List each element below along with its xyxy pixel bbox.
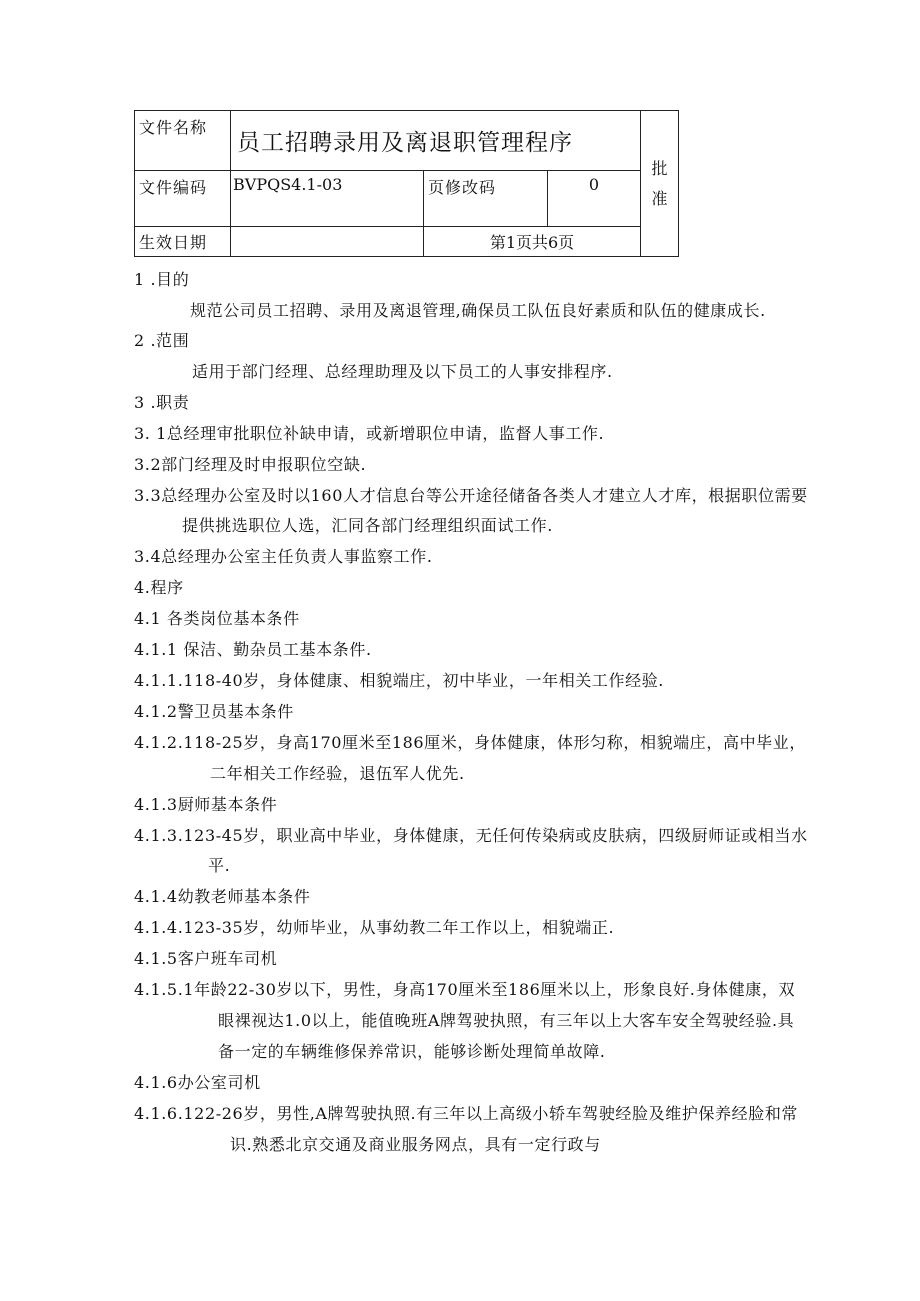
paragraph-line: 二年相关工作经验，退伍军人优先. bbox=[210, 764, 465, 783]
document-header-table bbox=[134, 110, 679, 257]
paragraph-line: 4.1.6.122-26岁，男性,A牌驾驶执照.有三年以上高级小轿车驾驶经脸及维护保养经脸和常 bbox=[134, 1104, 799, 1123]
subsection-heading: 4.1.4幼教老师基本条件 bbox=[134, 887, 311, 906]
paragraph-line: 平. bbox=[208, 856, 231, 875]
section-heading: 4.程序 bbox=[134, 578, 184, 597]
paragraph-line: 4.1.3.123-45岁，职业高中毕业，身体健康，无任何传染病或皮肤病，四级厨师证或相当水 bbox=[134, 826, 808, 845]
file-code-value: BVPQS4.1-03 bbox=[231, 171, 424, 227]
paragraph-line: 适用于部门经理、总经理助理及以下员工的人事安排程序. bbox=[192, 362, 613, 381]
effective-date-label: 生效日期 bbox=[135, 227, 231, 257]
paragraph-line: 4.1.5.1年龄22-30岁以下，男性，身高170厘米至186厘米以上，形象良好.身体健康，双 bbox=[134, 980, 796, 999]
paragraph-line: 4.1.4.123-35岁，幼师毕业，从事幼教二年工作以上，相貌端正. bbox=[134, 918, 615, 937]
paragraph-line: 3.4总经理办公室主任负责人事监察工作. bbox=[134, 547, 433, 566]
revision-value: 0 bbox=[548, 171, 641, 227]
file-code-label: 文件编码 bbox=[135, 171, 231, 227]
paragraph-line: 3.2部门经理及时申报职位空缺. bbox=[134, 455, 367, 474]
approve-label-1: 批 bbox=[651, 158, 668, 178]
document-title: 员工招聘录用及离退职管理程序 bbox=[231, 111, 641, 171]
paragraph-line: 3.3总经理办公室及时以160人才信息台等公开途径储备各类人才建立人才库，根据职位需要 bbox=[134, 486, 808, 505]
subsection-heading: 4.1.5客户班车司机 bbox=[134, 949, 278, 968]
subsection-heading: 4.1 各类岗位基本条件 bbox=[134, 609, 300, 628]
subsection-heading: 4.1.6办公室司机 bbox=[134, 1073, 261, 1092]
paragraph-line: 识.熟悉北京交通及商业服务网点，具有一定行政与 bbox=[230, 1135, 601, 1154]
file-name-label: 文件名称 bbox=[135, 111, 231, 171]
subsection-heading: 4.1.1 保洁、勤杂员工基本条件. bbox=[134, 640, 372, 659]
effective-date-value bbox=[231, 227, 424, 257]
approve-label-2: 准 bbox=[651, 188, 668, 208]
section-heading: 3 .职责 bbox=[134, 393, 190, 412]
section-heading: 1 .目的 bbox=[134, 270, 190, 289]
paragraph-line: 提供挑选职位人选，汇同各部门经理组织面试工作. bbox=[182, 516, 553, 535]
page-info: 第1页共6页 bbox=[424, 227, 641, 257]
paragraph-line: 3. 1总经理审批职位补缺申请，或新增职位申请，监督人事工作. bbox=[134, 424, 605, 443]
subsection-heading: 4.1.2警卫员基本条件 bbox=[134, 702, 294, 721]
paragraph-line: 规范公司员工招聘、录用及离退管理,确保员工队伍良好素质和队伍的健康成长. bbox=[190, 301, 766, 320]
paragraph-line: 备一定的车辆维修保养常识，能够诊断处理简单故障. bbox=[218, 1042, 606, 1061]
subsection-heading: 4.1.3厨师基本条件 bbox=[134, 795, 278, 814]
approval-cell bbox=[641, 111, 679, 257]
paragraph-line: 4.1.2.118-25岁，身高170厘米至186厘米，身体健康，体形匀称，相貌端庄，高中毕业， bbox=[134, 733, 806, 752]
paragraph-line: 4.1.1.118-40岁，身体健康、相貌端庄，初中毕业，一年相关工作经验. bbox=[134, 671, 664, 690]
revision-label: 页修改码 bbox=[424, 171, 548, 227]
paragraph-line: 眼裸视达1.0以上，能值晚班A牌驾驶执照，有三年以上大客车安全驾驶经验.具 bbox=[218, 1011, 795, 1030]
section-heading: 2 .范围 bbox=[134, 331, 190, 350]
